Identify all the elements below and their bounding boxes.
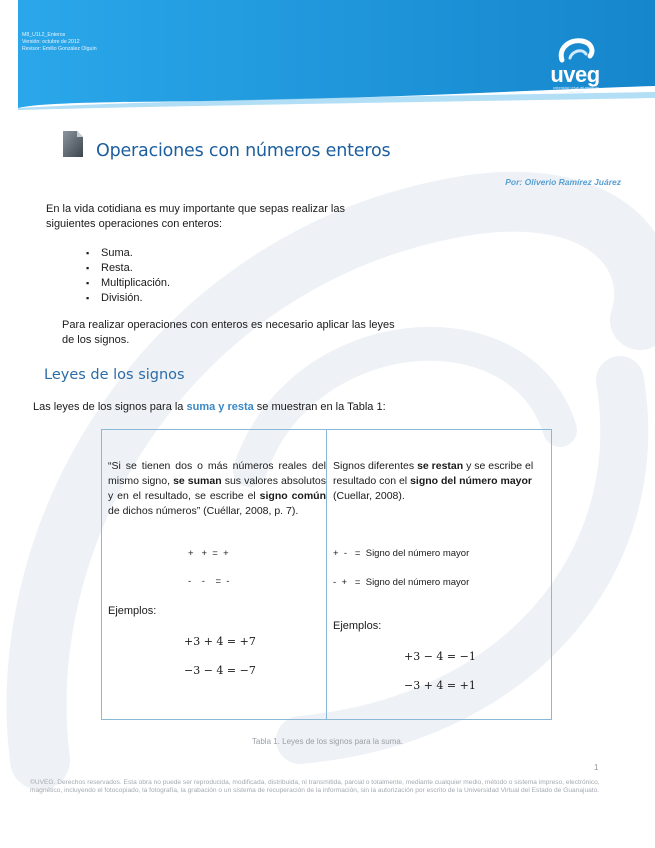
meta-reviewer: Revisor: Emilio González Olguín — [22, 46, 97, 52]
different-sign-rule — [333, 459, 538, 504]
table-intro — [33, 401, 386, 413]
example-equation: −3 − 4 = −7 — [184, 664, 256, 677]
examples-label: Ejemplos: — [333, 620, 382, 632]
examples-label: Ejemplos: — [108, 605, 157, 617]
section-heading: Leyes de los signos — [44, 367, 185, 383]
plus-plus-rule: + + = + — [188, 548, 229, 559]
signs-table — [101, 429, 552, 720]
same-sign-rule — [108, 459, 326, 519]
rule-bold: se suman — [173, 475, 222, 487]
page-number: 1 — [594, 763, 599, 772]
minus-minus-rule: - - = - — [188, 576, 230, 587]
example-equation: +3 + 4 = +7 — [184, 635, 256, 648]
operations-list — [86, 246, 170, 306]
list-item: ▪ División. — [86, 291, 170, 306]
document-icon — [62, 130, 84, 158]
logo-tagline: universidad virtual del estado de guanajuato — [553, 86, 599, 94]
page-title: Operaciones con números enteros — [96, 141, 391, 161]
logo-wordmark: uveg — [550, 62, 600, 87]
rule-text: y se escribe el resultado con el — [333, 460, 534, 487]
minus-plus-rule: - + = Signo del número mayor — [333, 577, 470, 588]
rule-bold: signo común — [259, 490, 326, 502]
signs-rule-paragraph: Para realizar operaciones con enteros es necesario aplicar las leyes de los signos. — [62, 319, 395, 346]
rule-text: (Cuellar, 2008). — [333, 490, 405, 502]
meta-version: Versión: octubre de 2012 — [22, 39, 80, 45]
rule-text: de dichos números” (Cuéllar, 2008, p. 7). — [108, 505, 299, 517]
rule-text: “Si se tienen dos o más números reales del mismo signo, — [108, 460, 326, 487]
copyright-footer: ©UVEG. Derechos reservados. Esta obra no puede ser reproducida, modificada, distribuida, ni transmitida, parcial o totalmente, mediante cualquier medio, método o sistema impreso, electrónico, magnético, incluyendo el fotocopiado, la fotografía, la grabación o un sistema de recuperación de la información, sin la autorización por escrito de la Universidad Virtual del Estado de Guanajuato. — [30, 779, 600, 795]
example-equation: −3 + 4 = +1 — [404, 679, 476, 692]
rule-bold: se restan — [417, 460, 464, 472]
list-item: ▪ Suma. — [86, 246, 170, 261]
table-caption: Tabla 1. Leyes de los signos para la suma. — [251, 737, 404, 746]
author-line: Por: Oliverio Ramírez Juárez — [505, 177, 621, 187]
different-sign-cell — [327, 430, 552, 720]
plus-minus-rule: + - = Signo del número mayor — [333, 548, 470, 559]
rule-text: sus valores absolutos y en el resultado, se escribe el — [108, 475, 326, 502]
same-sign-cell — [102, 430, 327, 720]
table-intro-end: se muestran en la Tabla 1: — [253, 401, 386, 413]
rule-text: Signos diferentes — [333, 460, 418, 472]
example-equation: +3 − 4 = −1 — [404, 650, 476, 663]
list-item: ▪ Resta. — [86, 261, 170, 276]
meta-code: M8_U1L2_Enteros — [22, 32, 66, 38]
list-item: ▪ Multiplicación. — [86, 276, 170, 291]
table-intro-highlight: suma y resta — [186, 401, 254, 413]
table-intro-start: Las leyes de los signos para la — [33, 401, 187, 413]
intro-paragraph: En la vida cotidiana es muy importante que sepas realizar las siguientes operaciones con enteros: — [46, 203, 345, 230]
rule-bold: signo del número mayor — [410, 475, 533, 487]
